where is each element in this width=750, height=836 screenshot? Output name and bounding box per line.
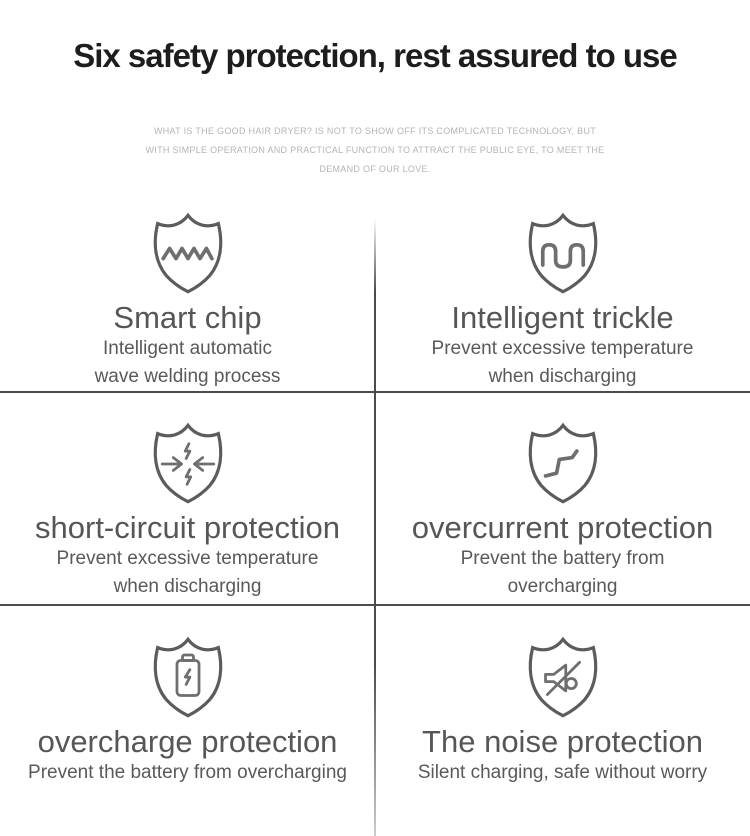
section-header (0, 0, 750, 200)
shield-short-circuit-icon (142, 418, 234, 510)
feature-description-line: Prevent the battery from overcharging (28, 762, 347, 783)
feature-description-line: when discharging (488, 366, 637, 387)
feature-description-line: wave welding process (94, 366, 281, 387)
page-title: Six safety protection, rest assured to use (73, 37, 677, 74)
feature-description (95, 335, 281, 391)
intro-paragraph (0, 122, 750, 179)
feature-card-smart-chip (0, 200, 375, 391)
shield-overcurrent-icon (517, 418, 609, 510)
feature-description-line: Intelligent automatic (103, 338, 272, 359)
feature-description (418, 759, 707, 787)
feature-title: short-circuit protection (35, 510, 340, 545)
feature-card-overcharge (0, 604, 375, 836)
intro-line: WITH SIMPLE OPERATION AND PRACTICAL FUNCTION TO ATTRACT THE PUBLIC EYE, TO MEET THE (145, 145, 605, 155)
feature-description (28, 759, 347, 787)
feature-description (432, 335, 694, 391)
intro-line: DEMAND OF OUR LOVE. (319, 164, 431, 174)
feature-title: overcharge protection (37, 724, 338, 759)
column-divider (374, 218, 376, 836)
intro-line: WHAT IS THE GOOD HAIR DRYER? IS NOT TO SHOW OFF ITS COMPLICATED TECHNOLOGY, BUT (153, 126, 597, 136)
shield-mute-speaker-icon (517, 632, 609, 724)
feature-card-overcurrent (375, 391, 750, 604)
feature-card-noise (375, 604, 750, 836)
feature-card-intelligent-trickle (375, 200, 750, 391)
feature-description (57, 545, 319, 601)
feature-card-short-circuit (0, 391, 375, 604)
feature-title: overcurrent protection (411, 510, 714, 545)
feature-description-line: overcharging (507, 576, 618, 597)
feature-description-line: Prevent excessive temperature (431, 338, 694, 359)
feature-title: The noise protection (422, 724, 703, 759)
shield-trickle-wave-icon (517, 208, 609, 300)
shield-zigzag-icon (142, 208, 234, 300)
feature-title: Intelligent trickle (451, 300, 674, 335)
feature-description-line: Prevent excessive temperature (56, 548, 319, 569)
feature-description (461, 545, 665, 601)
feature-description-line: when discharging (113, 576, 262, 597)
shield-battery-icon (142, 632, 234, 724)
feature-description-line: Prevent the battery from (460, 548, 665, 569)
feature-description-line: Silent charging, safe without worry (417, 762, 708, 783)
feature-title: Smart chip (113, 300, 262, 335)
